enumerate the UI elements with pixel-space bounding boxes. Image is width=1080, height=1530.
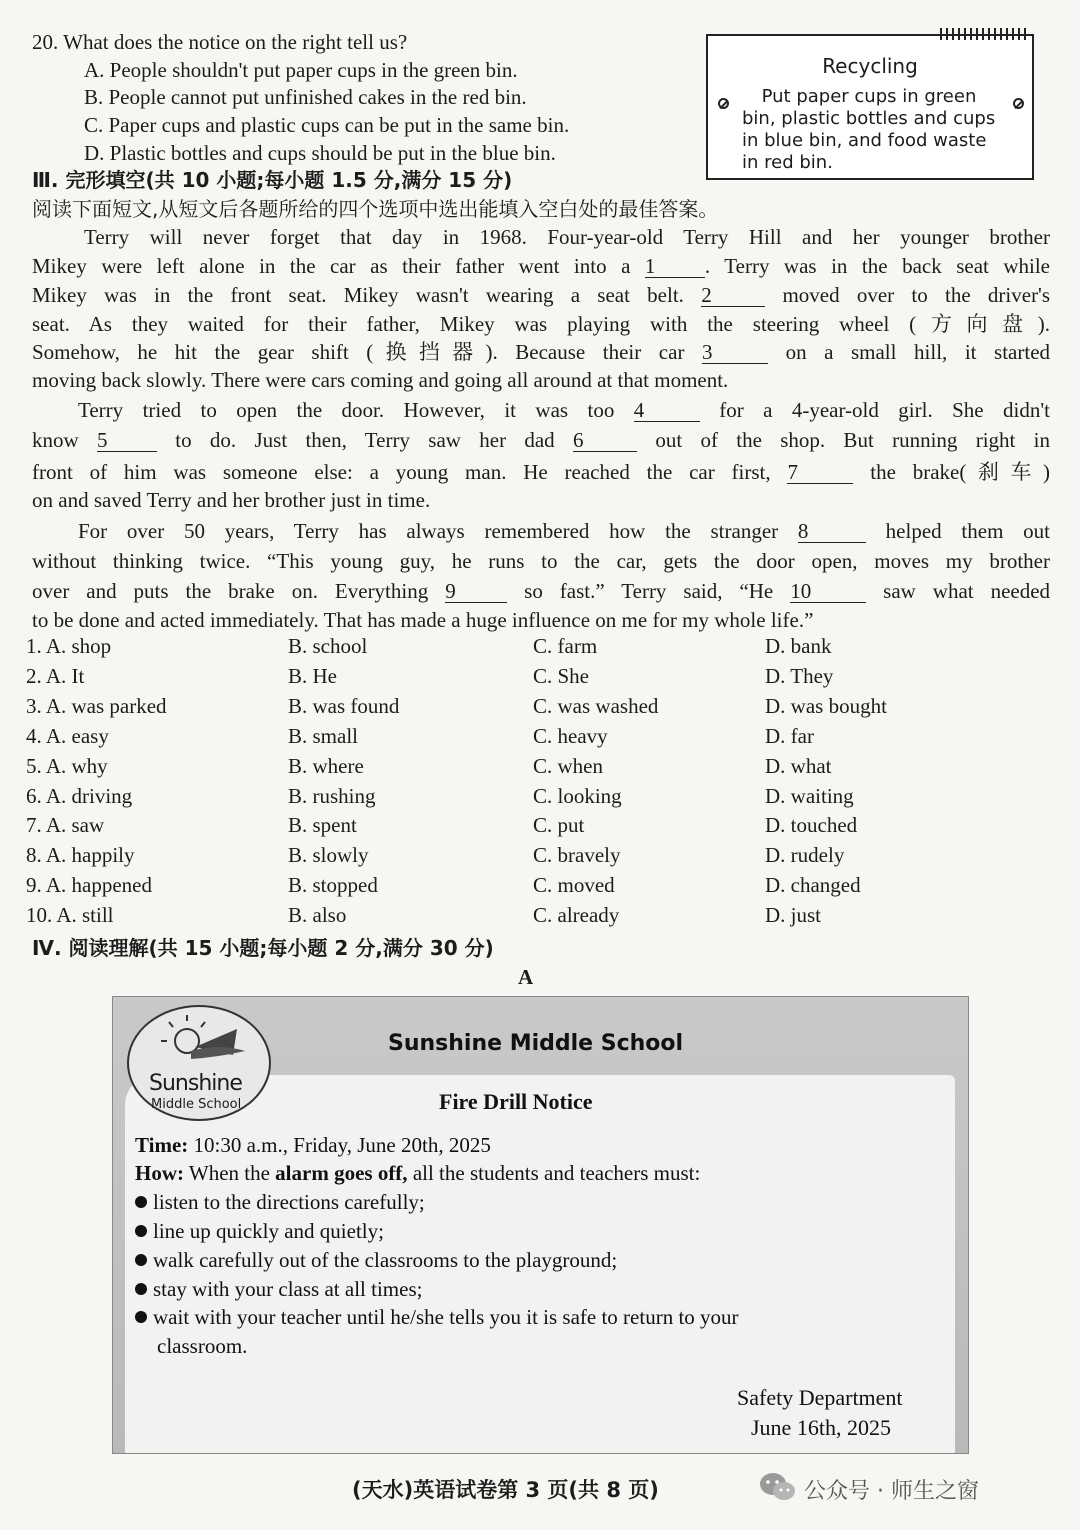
- passage-line: know 5 to do. Just then, Terry saw her dad 6 out of the shop. But running right in: [32, 428, 1051, 452]
- option-3-c[interactable]: C. was washed: [533, 693, 659, 718]
- blank-6[interactable]: 6: [573, 429, 637, 452]
- option-1-c[interactable]: C. farm: [533, 634, 598, 658]
- option-10-c[interactable]: C. already: [533, 903, 620, 928]
- blank-4[interactable]: 4: [634, 399, 700, 422]
- notice-bullet-continued: classroom.: [157, 1334, 248, 1358]
- blank-1[interactable]: 1: [645, 255, 705, 278]
- notice-bullet: stay with your class at all times;: [135, 1277, 422, 1302]
- blank-8[interactable]: 8: [798, 520, 866, 543]
- blank-7[interactable]: 7: [787, 461, 853, 484]
- option-3-b[interactable]: B. was found: [288, 693, 400, 718]
- bullet-icon: [135, 1225, 147, 1237]
- q20-option-d[interactable]: D. Plastic bottles and cups should be put in the blue bin.: [84, 141, 556, 165]
- screw-icon: [1013, 98, 1024, 109]
- passage-line: to be done and acted immediately. That has made a huge influence on me for my whole life.”: [32, 608, 814, 632]
- logo-text: Sunshine: [149, 1071, 242, 1096]
- passage-line: on and saved Terry and her brother just in time.: [32, 488, 431, 512]
- option-6-b[interactable]: B. rushing: [288, 783, 376, 808]
- option-5-b[interactable]: B. where: [288, 753, 364, 778]
- option-3-d[interactable]: D. was bought: [765, 693, 887, 718]
- passage-line: Mikey was in the front seat. Mikey wasn't wearing a seat belt. 2 moved over to the driver's: [32, 283, 1051, 307]
- option-4-a[interactable]: 4. A. easy: [26, 723, 109, 748]
- bullet-icon: [135, 1254, 147, 1266]
- passage-line: For over 50 years, Terry has always remembered how the stranger 8 helped them out: [78, 519, 1050, 543]
- part-label: A: [518, 965, 534, 989]
- screw-icon: [718, 98, 729, 109]
- option-1-a[interactable]: 1. A. shop: [26, 634, 112, 658]
- sign-body: [742, 86, 1006, 174]
- option-6-d[interactable]: D. waiting: [765, 783, 854, 808]
- wechat-icon: [758, 1470, 798, 1504]
- notice-title: Fire Drill Notice: [439, 1089, 593, 1114]
- passage-line: front of him was someone else: a young man. He reached the car first, 7 the brake(刹车): [32, 460, 1051, 484]
- sign-line: Put paper cups in green: [761, 86, 977, 107]
- option-4-c[interactable]: C. heavy: [533, 723, 608, 748]
- option-7-c[interactable]: C. put: [533, 813, 585, 838]
- fire-drill-notice: [112, 996, 969, 1454]
- q20-option-b[interactable]: B. People cannot put unfinished cakes in the red bin.: [84, 85, 527, 109]
- notice-bullet: wait with your teacher until he/she tells you it is safe to return to your: [135, 1305, 739, 1330]
- option-10-a[interactable]: 10. A. still: [26, 903, 114, 928]
- passage-line: Terry will never forget that day in 1968. Four-year-old Terry Hill and her younger brother: [84, 225, 1050, 249]
- page-footer: (天水)英语试卷第 3 页(共 8 页): [352, 1478, 659, 1502]
- notice-bullet: walk carefully out of the classrooms to the playground;: [135, 1248, 617, 1273]
- school-name: Sunshine Middle School: [388, 1031, 684, 1056]
- option-10-d[interactable]: D. just: [765, 903, 822, 928]
- passage-line: Somehow, he hit the gear shift (换挡器). Because their car 3 on a small hill, it started: [32, 340, 1051, 364]
- option-2-d[interactable]: D. They: [765, 663, 834, 688]
- option-4-d[interactable]: D. far: [765, 723, 814, 748]
- option-6-c[interactable]: C. looking: [533, 783, 622, 808]
- option-7-a[interactable]: 7. A. saw: [26, 813, 105, 838]
- sign-line: in red bin.: [742, 152, 833, 173]
- q20-option-a[interactable]: A. People shouldn't put paper cups in the green bin.: [84, 58, 518, 82]
- option-2-b[interactable]: B. He: [288, 663, 337, 688]
- section4-heading: Ⅳ. 阅读理解(共 15 小题;每小题 2 分,满分 30 分): [32, 936, 494, 960]
- recycling-sign: [706, 34, 1034, 180]
- passage-line: Mikey were left alone in the car as their father went into a 1 . Terry was in the back seat while: [32, 254, 1051, 278]
- logo-subtext: Middle School: [151, 1097, 242, 1112]
- passage-line: Terry tried to open the door. However, it was too 4 for a 4-year-old girl. She didn't: [78, 398, 1050, 422]
- option-6-a[interactable]: 6. A. driving: [26, 783, 133, 808]
- option-5-a[interactable]: 5. A. why: [26, 753, 108, 778]
- option-8-b[interactable]: B. slowly: [288, 843, 369, 868]
- notice-bullet: listen to the directions carefully;: [135, 1190, 425, 1215]
- option-10-b[interactable]: B. also: [288, 903, 347, 928]
- option-2-c[interactable]: C. She: [533, 663, 590, 688]
- bullet-icon: [135, 1196, 147, 1208]
- option-8-d[interactable]: D. rudely: [765, 843, 845, 868]
- sign-line: bin, plastic bottles and cups: [742, 108, 996, 129]
- passage-line: over and puts the brake on. Everything 9 so fast.” Terry said, “He 10 saw what needed: [32, 579, 1051, 603]
- option-8-c[interactable]: C. bravely: [533, 843, 621, 868]
- notice-time: Time: 10:30 a.m., Friday, June 20th, 2025: [135, 1133, 491, 1157]
- sign-line: in blue bin, and food waste: [742, 130, 987, 151]
- blank-10[interactable]: 10: [790, 580, 866, 603]
- school-logo: [127, 1005, 271, 1121]
- passage-line: moving back slowly. There were cars coming and going all around at that moment.: [32, 368, 729, 392]
- blank-9[interactable]: 9: [445, 580, 507, 603]
- notice-bullet: line up quickly and quietly;: [135, 1219, 384, 1244]
- option-4-b[interactable]: B. small: [288, 723, 359, 748]
- coil-decoration: [940, 28, 1030, 40]
- bullet-icon: [135, 1311, 147, 1323]
- option-9-a[interactable]: 9. A. happened: [26, 873, 152, 898]
- option-7-b[interactable]: B. spent: [288, 813, 357, 838]
- notice-how: How: When the alarm goes off, all the students and teachers must:: [135, 1161, 701, 1185]
- blank-3[interactable]: 3: [702, 341, 768, 364]
- option-3-a[interactable]: 3. A. was parked: [26, 693, 167, 718]
- blank-5[interactable]: 5: [97, 429, 157, 452]
- blank-2[interactable]: 2: [701, 284, 765, 307]
- option-9-c[interactable]: C. moved: [533, 873, 615, 898]
- watermark: 公众号 · 师生之窗: [804, 1479, 979, 1504]
- option-9-b[interactable]: B. stopped: [288, 873, 378, 898]
- bullet-icon: [135, 1283, 147, 1295]
- option-1-d[interactable]: D. bank: [765, 634, 832, 658]
- option-9-d[interactable]: D. changed: [765, 873, 861, 898]
- option-7-d[interactable]: D. touched: [765, 813, 858, 838]
- section3-instruction: 阅读下面短文,从短文后各题所给的四个选项中选出能填入空白处的最佳答案。: [32, 197, 719, 221]
- section3-heading: Ⅲ. 完形填空(共 10 小题;每小题 1.5 分,满分 15 分): [32, 168, 513, 192]
- option-5-c[interactable]: C. when: [533, 753, 603, 778]
- option-8-a[interactable]: 8. A. happily: [26, 843, 135, 868]
- option-1-b[interactable]: B. school: [288, 634, 368, 658]
- option-2-a[interactable]: 2. A. It: [26, 663, 85, 688]
- notice-date: June 16th, 2025: [751, 1415, 891, 1440]
- passage-line: without thinking twice. “This young guy, he runs to the car, gets the door open, moves my brother: [32, 549, 1050, 573]
- q20-option-c[interactable]: C. Paper cups and plastic cups can be put in the same bin.: [84, 113, 570, 137]
- notice-signer: Safety Department: [737, 1385, 903, 1410]
- option-5-d[interactable]: D. what: [765, 753, 832, 778]
- passage-line: seat. As they waited for their father, Mikey was playing with the steering wheel (方向盘).: [32, 312, 1050, 336]
- sign-title: Recycling: [822, 54, 918, 78]
- q20-stem: 20. What does the notice on the right tell us?: [32, 30, 408, 54]
